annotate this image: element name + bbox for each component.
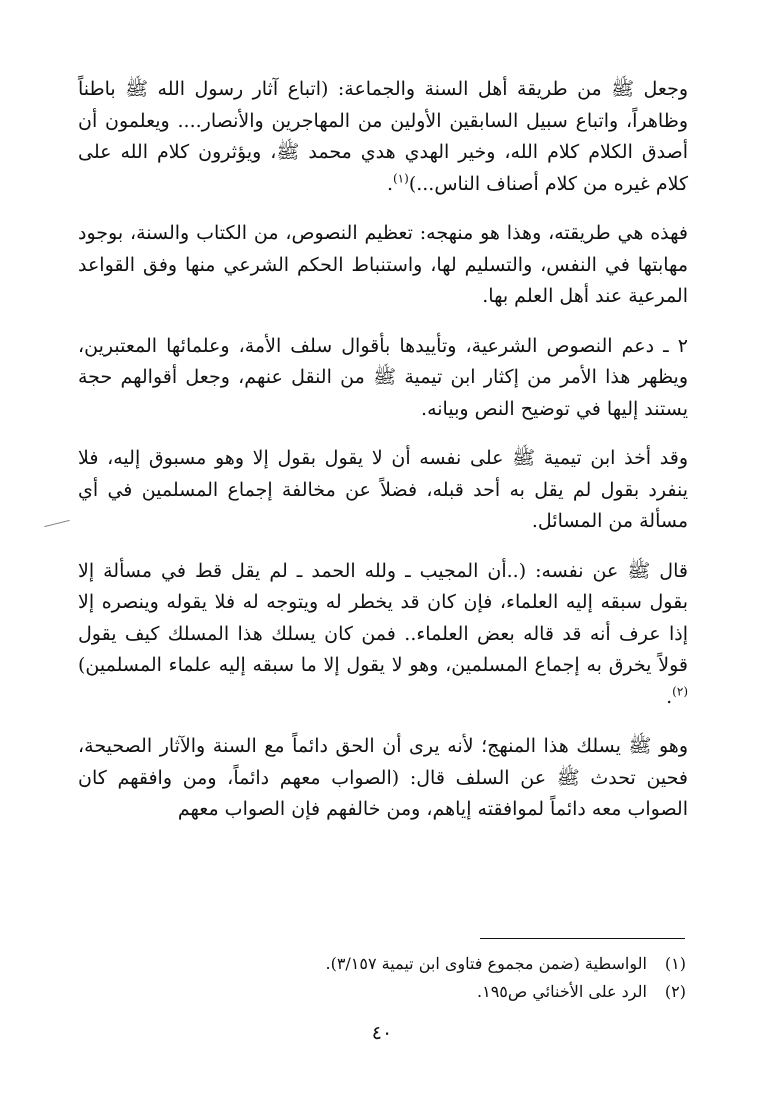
paragraph-5: [78, 556, 688, 714]
footnotes: [76, 950, 686, 1006]
paragraph-4: [78, 443, 688, 538]
footnote-ref-2[interactable]: (٢): [672, 684, 688, 699]
paragraph-1: [78, 74, 688, 200]
paragraph-6-text: وهو ﷺ يسلك هذا المنهج؛ لأنه يرى أن الحق دائماً مع السنة والآثار الصحيحة، فحين تحدث ﷺ عن السلف قال: (الصواب معهم دائماً، ومن وافقهم كان الصواب معه دائماً لموافقته إياهم، ومن خالفهم فإن الصواب معهم: [78, 735, 688, 820]
paragraph-2: [78, 218, 688, 313]
page-number: ٤٠: [371, 1022, 393, 1044]
footnote-1-number: (١): [664, 954, 686, 973]
paragraph-6: [78, 731, 688, 826]
paragraph-3: [78, 331, 688, 426]
footnote-separator: [480, 938, 685, 939]
paragraph-4-text: وقد أخذ ابن تيمية ﷺ على نفسه أن لا يقول بقول إلا وهو مسبوق إليه، فلا ينفرد بقول لم يقل به أحد قبله، فضلاً عن مخالفة إجماع المسلمين في أي مسألة من المسائل.: [78, 447, 688, 532]
footnote-ref-1[interactable]: (١): [392, 171, 409, 186]
paragraph-5-text: قال ﷺ عن نفسه: (..أن المجيب ـ ولله الحمد ـ لم يقل قط في مسألة إلا بقول سبقه إليه العلماء، فإن كان قد يخطر له ويتوجه له فلا يقوله وينصره إلا إذا عرف أنه قد قاله بعض العلماء.. فمن كان يسلك هذا المسلك كيف يقول قولاً يخرق به إجماع المسلمين، وهو لا يقول إلا ما سبقه إليه علماء المسلمين): [78, 559, 688, 676]
paragraph-1-tail: .: [386, 172, 393, 195]
footnote-1-text: الواسطية (ضمن مجموع فتاوى ابن تيمية ٣/١٥٧).: [325, 954, 647, 973]
footnote-2-number: (٢): [664, 982, 686, 1001]
footnote-2: [76, 978, 686, 1006]
footnote-1: [76, 950, 686, 978]
footnote-2-text: الرد على الأخنائي ص١٩٥.: [477, 982, 647, 1001]
page-body: [78, 74, 688, 844]
paragraph-2-text: فهذه هي طريقته، وهذا هو منهجه: تعظيم النصوص، من الكتاب والسنة، بوجود مهابتها في النفس، والتسليم لها، واستنباط الحكم الشرعي منها وفق القواعد المرعية عند أهل العلم بها.: [78, 222, 688, 307]
paragraph-3-text: ٢ ـ دعم النصوص الشرعية، وتأييدها بأقوال سلف الأمة، وعلمائها المعتبرين، ويظهر هذا الأمر من إكثار ابن تيمية ﷺ من النقل عنهم، وجعل أقوالهم حجة يستند إليها في توضيح النص وبيانه.: [78, 334, 688, 420]
paragraph-1-text: وجعل ﷺ من طريقة أهل السنة والجماعة: (اتباع آثار رسول الله ﷺ باطناً وظاهراً، واتباع سبيل السابقين الأولين من المهاجرين والأنصار.... ويعلمون أن أصدق الكلام كلام الله، وخير الهدي هدي محمد ﷺ، ويؤثرون كلام الله على كلام غيره من كلام أصناف الناس...): [78, 78, 688, 195]
margin-mark: [44, 520, 69, 527]
paragraph-5-tail: .: [666, 685, 673, 708]
